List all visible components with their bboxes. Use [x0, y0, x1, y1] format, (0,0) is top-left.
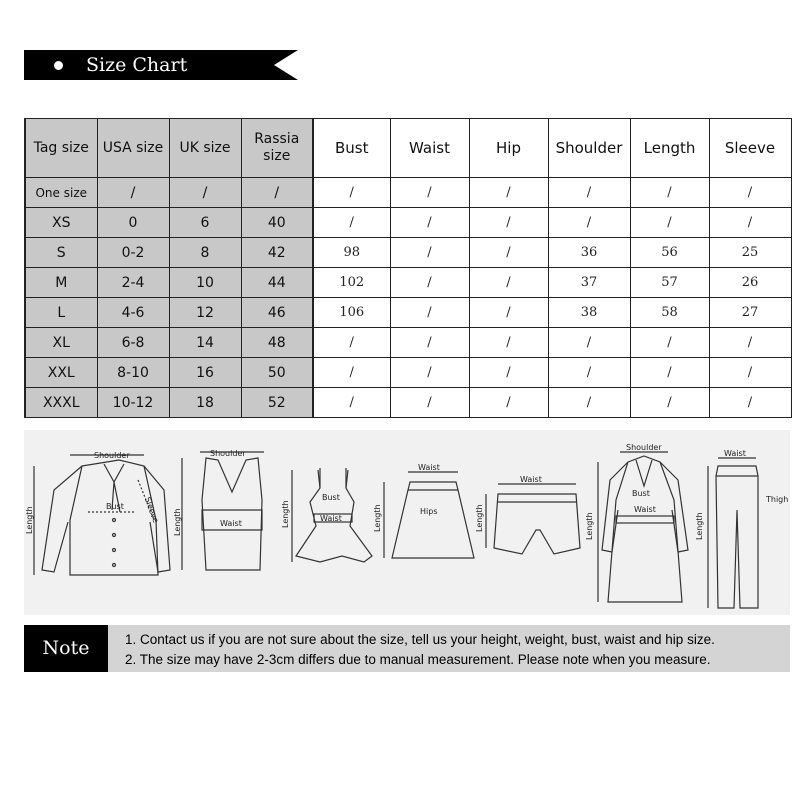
label-waist-3: Waist: [320, 514, 342, 523]
label-shoulder-1: Shoulder: [94, 451, 130, 460]
header-uk-size: UK size: [169, 119, 241, 178]
table-row: [25, 208, 791, 238]
cell-hip: /: [469, 358, 548, 388]
cell-ru: 42: [241, 238, 313, 268]
label-length-1: Length: [25, 506, 34, 534]
label-shoulder-2: Shoulder: [210, 449, 246, 458]
cell-ru: 44: [241, 268, 313, 298]
cell-tag: XL: [25, 328, 97, 358]
cell-hip: /: [469, 268, 548, 298]
cell-waist: /: [390, 208, 469, 238]
cell-sleeve: 26: [709, 268, 791, 298]
label-length-6: Length: [585, 512, 594, 540]
cell-tag: One size: [25, 178, 97, 208]
table-row: [25, 298, 791, 328]
cell-hip: /: [469, 328, 548, 358]
label-bust-6: Bust: [632, 489, 650, 498]
label-length-2: Length: [173, 508, 182, 536]
cell-waist: /: [390, 328, 469, 358]
cell-length: 58: [630, 298, 709, 328]
label-sleeve-1: Sleeve: [142, 495, 161, 525]
cell-shoulder: 36: [548, 238, 630, 268]
table-row: [25, 238, 791, 268]
cell-sleeve: /: [709, 328, 791, 358]
cell-usa: 4-6: [97, 298, 169, 328]
cell-ru: 46: [241, 298, 313, 328]
label-length-4: Length: [373, 504, 382, 532]
cell-length: 57: [630, 268, 709, 298]
label-shoulder-6: Shoulder: [626, 443, 662, 452]
cell-waist: /: [390, 238, 469, 268]
cell-ru: 40: [241, 208, 313, 238]
header-shoulder: Shoulder: [548, 119, 630, 178]
cell-uk: 14: [169, 328, 241, 358]
table-row: [25, 388, 791, 418]
note-line-2: 2. The size may have 2-3cm differs due to manual measurement. Please note when you measure.: [125, 652, 711, 667]
cell-bust: 98: [313, 238, 390, 268]
cell-waist: /: [390, 358, 469, 388]
cell-length: /: [630, 208, 709, 238]
cell-bust: /: [313, 178, 390, 208]
cell-bust: /: [313, 208, 390, 238]
header-usa-size: USA size: [97, 119, 169, 178]
cell-sleeve: 25: [709, 238, 791, 268]
cell-tag: M: [25, 268, 97, 298]
cell-length: 56: [630, 238, 709, 268]
header-waist: Waist: [390, 119, 469, 178]
table-row: [25, 178, 791, 208]
cell-sleeve: /: [709, 208, 791, 238]
cell-hip: /: [469, 388, 548, 418]
cell-usa: 10-12: [97, 388, 169, 418]
label-waist-2: Waist: [220, 519, 242, 528]
cell-shoulder: /: [548, 178, 630, 208]
cell-usa: 6-8: [97, 328, 169, 358]
bullet-icon: [54, 61, 63, 70]
cell-sleeve: 27: [709, 298, 791, 328]
cell-length: /: [630, 358, 709, 388]
header-tag-size: Tag size: [25, 119, 97, 178]
cell-uk: 6: [169, 208, 241, 238]
label-thigh-7: Thigh: [766, 495, 789, 504]
cell-tag: XXL: [25, 358, 97, 388]
cell-hip: /: [469, 208, 548, 238]
cell-length: /: [630, 178, 709, 208]
cell-sleeve: /: [709, 388, 791, 418]
cell-hip: /: [469, 238, 548, 268]
label-length-5: Length: [475, 504, 484, 532]
cell-tag: XXXL: [25, 388, 97, 418]
cell-usa: 0-2: [97, 238, 169, 268]
cell-usa: /: [97, 178, 169, 208]
cell-tag: S: [25, 238, 97, 268]
label-waist-5: Waist: [520, 475, 542, 484]
cell-shoulder: /: [548, 388, 630, 418]
label-bust-1: Bust: [106, 502, 124, 511]
label-waist-6: Waist: [634, 505, 656, 514]
cell-shoulder: 37: [548, 268, 630, 298]
table-row: [25, 358, 791, 388]
cell-shoulder: 38: [548, 298, 630, 328]
label-hips-4: Hips: [420, 507, 438, 516]
cell-ru: 50: [241, 358, 313, 388]
cell-shoulder: /: [548, 328, 630, 358]
note-box: [24, 625, 790, 672]
table-header-row: [25, 119, 791, 178]
table-row: [25, 328, 791, 358]
label-bust-3: Bust: [322, 493, 340, 502]
cell-length: /: [630, 328, 709, 358]
cell-usa: 0: [97, 208, 169, 238]
header-rassia-size: Rassia size: [241, 119, 313, 178]
cell-usa: 8-10: [97, 358, 169, 388]
label-length-3: Length: [281, 500, 290, 528]
cell-shoulder: /: [548, 358, 630, 388]
table-row: [25, 268, 791, 298]
cell-waist: /: [390, 178, 469, 208]
size-chart-banner: [24, 50, 298, 80]
cell-bust: /: [313, 328, 390, 358]
cell-bust: /: [313, 388, 390, 418]
cell-tag: L: [25, 298, 97, 328]
cell-uk: 16: [169, 358, 241, 388]
header-hip: Hip: [469, 119, 548, 178]
cell-hip: /: [469, 178, 548, 208]
page-title: Size Chart: [86, 54, 188, 76]
cell-shoulder: /: [548, 208, 630, 238]
cell-hip: /: [469, 298, 548, 328]
note-label: Note: [24, 625, 108, 672]
cell-bust: 102: [313, 268, 390, 298]
note-line-1: 1. Contact us if you are not sure about the size, tell us your height, weight, bust, waist and hip size.: [125, 632, 715, 647]
cell-uk: 18: [169, 388, 241, 418]
cell-ru: /: [241, 178, 313, 208]
size-table: [24, 118, 792, 418]
cell-bust: 106: [313, 298, 390, 328]
cell-uk: 12: [169, 298, 241, 328]
cell-ru: 48: [241, 328, 313, 358]
label-length-7: Length: [695, 512, 704, 540]
cell-waist: /: [390, 298, 469, 328]
header-length: Length: [630, 119, 709, 178]
cell-ru: 52: [241, 388, 313, 418]
cell-sleeve: /: [709, 358, 791, 388]
header-bust: Bust: [313, 119, 390, 178]
cell-tag: XS: [25, 208, 97, 238]
cell-length: /: [630, 388, 709, 418]
label-waist-4: Waist: [418, 463, 440, 472]
cell-waist: /: [390, 388, 469, 418]
garment-diagrams: [24, 430, 790, 615]
cell-sleeve: /: [709, 178, 791, 208]
label-waist-7: Waist: [724, 449, 746, 458]
cell-waist: /: [390, 268, 469, 298]
cell-uk: /: [169, 178, 241, 208]
cell-bust: /: [313, 358, 390, 388]
cell-uk: 8: [169, 238, 241, 268]
header-sleeve: Sleeve: [709, 119, 791, 178]
cell-uk: 10: [169, 268, 241, 298]
cell-usa: 2-4: [97, 268, 169, 298]
